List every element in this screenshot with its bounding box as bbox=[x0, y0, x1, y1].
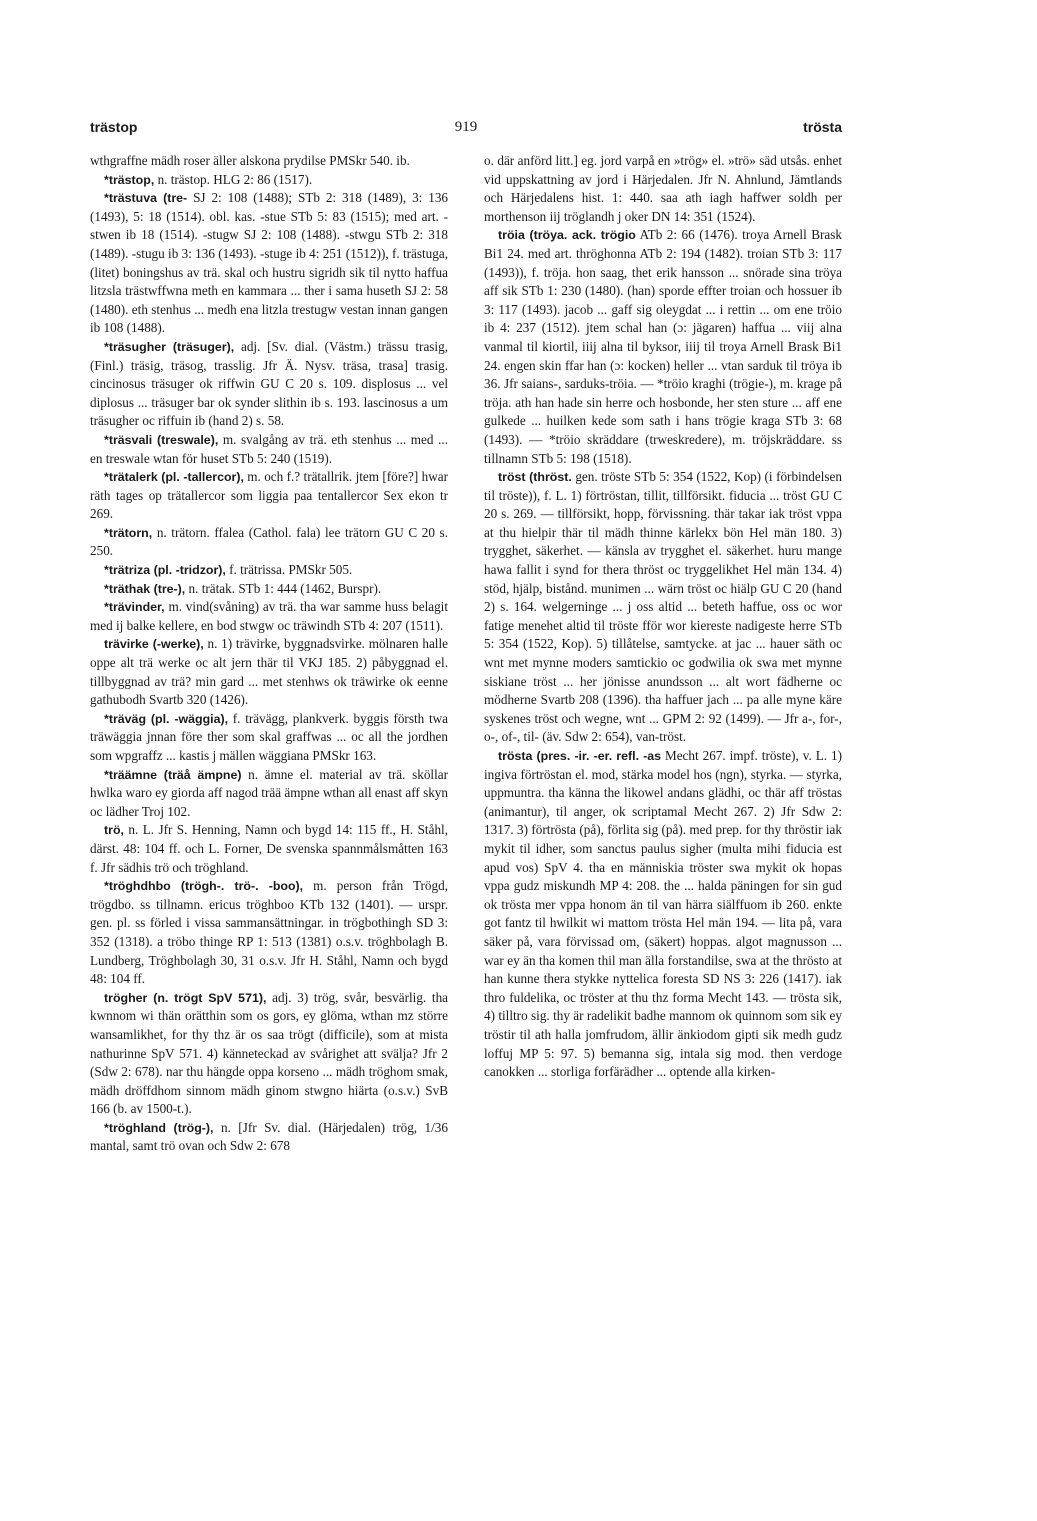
entry bbox=[484, 468, 842, 747]
entry bbox=[484, 226, 842, 468]
right-column bbox=[484, 152, 842, 1082]
entry-headword: *träväg (pl. -wäggia), bbox=[104, 711, 229, 726]
left-column bbox=[90, 152, 448, 1156]
entry-text: wthgraffne mädh roser äller alskona prydilse PMSkr 540. ib. bbox=[90, 153, 410, 168]
entry bbox=[90, 189, 448, 338]
entry-headword: *träthak (tre-), bbox=[104, 581, 186, 596]
entry-text: n. trästop. HLG 2: 86 (1517). bbox=[157, 171, 313, 187]
right-guide-word: trösta bbox=[803, 119, 842, 135]
entry-text: m. person från Trögd, trögdbo. ss tillnamn. ericus tröghboo KTb 132 (1401). — urspr. gen. pl. ss förled i vissa sammansättningar. in trögbothingh SD 3: 352 (1318). a tröbo thinge RP 1: 513 (1381) o.s.v. tröghbolagh B. Lundberg, Tröghbolagh 30, 31 o.s.v. Jfr H. Ståhl, Namn och bygd 48: 104 ff. bbox=[90, 878, 449, 987]
entry-text: n. L. Jfr S. Henning, Namn och bygd 14: 115 ff., H. Ståhl, därst. 48: 104 ff. och L. Forner, De svenska spannmålsmåtten 163 f. Jfr sädhis trö och tröghland. bbox=[90, 822, 449, 875]
entry-headword: trösta (pres. -ir. -er. refl. -as bbox=[498, 749, 662, 763]
entry-text: SJ 2: 108 (1488); STb 2: 318 (1489), 3: 136 (1493), 5: 18 (1514). obl. kas. -stue STb 5: 83 (1515); med art. -stwen ib 18 (1514). -stugw SJ 2: 108 (1488). -stwgu STb 2: 318 (1489). -stugu ib 3: 136 (1493). -stuge ib 4: 251 (1512)), f. trästuga, (litet) boningshus av trä. skal och hustru sigridh sik til nytto haffua litzsla trästwffwna meth en kammara ... ther i sama huseth SJ 2: 58 (1480). eth stenhus ... medh ena litzla trestugw vestan innan gangen ib 108 (1488). bbox=[90, 190, 449, 336]
entry-text: n. trätak. STb 1: 444 (1462, Burspr). bbox=[188, 580, 382, 596]
entry bbox=[90, 710, 448, 766]
entry-text: m. och f.? trätallrik. jtem [före?] hwar räth tages op trätallercor som liggia paa tentallercor Sex ekon tr 269. bbox=[90, 469, 448, 522]
entry-text: f. trävägg, plankverk. byggis försth twa träwäggia jnnan före ther som skal graffwas ... oc all the jordhen som wpgraffz ... kastis j mällen wäggiana PMSkr 163. bbox=[90, 710, 448, 763]
entry-text: Mecht 267. impf. tröste), v. L. 1) ingiva förtröstan el. mod, stärka model hos (ngn), styrka. — styrka, uppmuntra. tha känna the likowel andans glädhi, oc thär aff tröstas (animantur), til anger, ok scriptamal Mecht 267. 2) Jfr Sdw 2: 1317. 3) förtrösta (på), förlita sig (på). med prep. for thy thröstir iak mykit til idher, som sanctus paulus sigher (multa mihi fiducia est apud vos) SpV 4. tha en människia tröster swa mykit ok hopas vppa gudz miskundh MP 4: 208. the ... halda päningen for sin gud ok trösta mer vppa honom än til van härra siälffuom ib 260. enkte got fantz til hwilkit wi mattom trösta Hel män 194. — lita på, vara säker på, vara förvissad om, (säkert) hoppas. algot magnusson ... war ey än tha komen thil man älla forstandilse, swa at the thrösto at han kunne thera stykke nyttelica foresta SD NS 3: 226 (1417). iak thro fuldelika, oc tröster at thu thz forma Mecht 143. — trösta sik, 4) tilltro sig. thy är radelikit badhe mannom ok quinnom som sik ey tröstir til ath halla jomfrudom, ällir änkiodom gipti sik medh gudz loffuj MP 5: 97. 5) bemanna sig, intala sig mod. then verdoge canokken ... storliga forfärädher ... optende alla kirken- bbox=[484, 748, 842, 1080]
entry bbox=[484, 747, 842, 1082]
entry-headword: *trätorn, bbox=[104, 525, 153, 540]
entry-text: gen. tröste STb 5: 354 (1522, Kop) (i förbindelsen til tröste)), f. L. 1) förtröstan, tillit, tillförsikt. fiducia ... tröst GU C 20 s. 269. — tillförsikt, hopp, förvissning. thär takar iak tröst vppa at thu hielpir thär til mädh thinne kärlekx bön Hel män 180. 3) trygghet, säkerhet. — känsla av trygghet el. säkerhet. huru mange hawa fallit i synd for thera thröst oc tryggelikhet Hel män 134. 4) stöd, hjälp, bistånd. munimen ... wärn tröst oc hiälp GU C 20 (hand 2) s. 164. welgerninge ... j oss altid ... beteth haffue, oss oc wor fatige menehet altid til tröste fför wor kiereste nadigeste herre STb 5: 354 (1522, Kop). 5) tillåtelse, samtycke. at jac ... hauer säth oc wnt met mynne moders samtickio oc godwilia ok swa met mynne siskiane tröst ... her jönisse anundsson ... alt wort fädherne oc mödherne Svartb 208 (1396). tha haffuer jach ... pa alle myne käre syskenes tröst och wegne, wnt ... GPM 2: 92 (1499). — Jfr a-, for-, o-, of-, til- (äv. Sdw 2: 654), van-tröst. bbox=[484, 469, 842, 745]
page-number: 919 bbox=[454, 119, 478, 135]
entry-text: n. 1) trävirke, byggnadsvirke. mölnaren halle oppe alt trä werke oc alt jern thär til VKJ 185. 2) påbyggnad el. tillbyggnad av trä? min gard ... met stenhws ok träwirke ok eenne gathubodh Svartb 320 (1426). bbox=[90, 636, 448, 708]
entry-text: o. där anförd litt.] eg. jord varpå en »trög» el. »trö» säd utsås. enhet vid uppskattning av jord i Härjedalen. Jfr N. Ahnlund, Jämtlands och Härjedalens hist. 1: 440. saa ath iagh haffwer soldh per morthenson iij tröglandh j oker DN 14: 351 (1524). bbox=[484, 153, 842, 224]
entry bbox=[90, 635, 448, 709]
entry-headword: trävirke (-werke), bbox=[104, 637, 204, 652]
running-header bbox=[90, 119, 842, 139]
entry bbox=[90, 989, 448, 1119]
entry bbox=[90, 821, 448, 877]
entry-headword: *trävinder, bbox=[104, 600, 165, 615]
entry-text: m. svalgång av trä. eth stenhus ... med ... en treswale wtan för huset STb 5: 240 (1519). bbox=[90, 431, 448, 466]
entry-text: adj. [Sv. dial. (Västm.) trässu trasig, (Finl.) träsig, träsog, trasslig. Jfr Ä. Nysv. träsa, trasa] trasig. cincinosus träsuger ok riffwin GU C 20 s. 109. displosus ... vel diplosus ... träsuger bar ok synder slithin ib s. 193. lascinosus a um träsugher oc riffuin ib (hand 2) s. 58. bbox=[90, 338, 448, 429]
entry bbox=[90, 766, 448, 822]
entry bbox=[90, 171, 448, 190]
entry bbox=[484, 152, 842, 226]
entry-text: ATb 2: 66 (1476). troya Arnell Brask Bi1 24. med art. thröghonna ATb 2: 194 (1482). troian STb 3: 117 (1493)), f. tröja. hon saag, thet erik hansson ... snörade sina tröya aff sik STb 1: 230 (1480). (han) sporde effter troian och hossuer ib 3: 117 (1493). jacob ... gaff sig oleygdat ... i rettin ... om ene tröio ib 4: 237 (1512). jtem schal han (ɔ: jägaren) haffua ... viij alna vanmal til kiortil, iiij alna til byksor, iiij til troya Arnell Brask Bi1 24. engen skin ffar han (ɔ: kocken) heller ... vtan sarduk til tröya ib 36. Jfr saians-, sarduks-tröia. — *tröio kraghi (trögie-), m. krage på tröja. ath han hade sin herre och hosbonde, her sten sture ... aff ene gulkede ... huilken kede som sath i hans trögie kraga STb 3: 68 (1493). — *tröio skräddare (trweskredere), m. tröjskräddare. ss tillnamn STb 5: 198 (1518). bbox=[484, 227, 842, 466]
entry bbox=[90, 524, 448, 561]
entry-headword: *träsugher (träsuger), bbox=[104, 339, 235, 354]
entry bbox=[90, 152, 448, 171]
entry bbox=[90, 580, 448, 599]
entry-headword: *träämne (träå ämpne) bbox=[104, 767, 242, 782]
entry bbox=[90, 598, 448, 635]
entry-text: n. ämne el. material av trä. sköllar hwlka waro ey giorda aff nagod trää ämpne wthan all enast aff skyn oc lädher Troj 102. bbox=[90, 766, 448, 819]
entry-headword: tröst (thröst. bbox=[498, 470, 572, 485]
entry-text: f. trätrissa. PMSkr 505. bbox=[229, 562, 353, 578]
entry-headword: *träsvali (treswale), bbox=[104, 432, 219, 447]
entry-text: n. trätorn. ffalea (Cathol. fala) lee trätorn GU C 20 s. 250. bbox=[90, 524, 448, 559]
entry bbox=[90, 1119, 448, 1156]
entry-headword: trögher (n. trögt SpV 571), bbox=[104, 990, 267, 1005]
left-guide-word: trästop bbox=[90, 119, 138, 135]
entry-headword: trö, bbox=[104, 823, 124, 838]
entry bbox=[90, 338, 448, 431]
entry-headword: tröia (tröya. ack. trögio bbox=[498, 228, 636, 243]
entry-headword: *trästuva (tre- bbox=[104, 191, 188, 206]
entry bbox=[90, 561, 448, 580]
entry-headword: *trästop, bbox=[104, 172, 155, 187]
entry-headword: *tröghland (trög-), bbox=[104, 1120, 214, 1135]
entry-text: adj. 3) trög, svår, besvärlig. tha kwnnom wi thän orätthin som os gors, ey glöma, wthan mz större wansamlikhet, for thy thz är os saa trögt (difficile), som at mista nathurinne SpV 571. 4) känneteckad av svårighet att svälja? Jfr 2 (Sdw 2: 678). nar thu hängde oppa korseno ... mädh tröghom smak, mädh dröffdhom sinnom mädh ginom stwgno hiärta (o.s.v.) SvB 166 (b. av 1500-t.). bbox=[90, 989, 449, 1117]
entry-text: n. [Jfr Sv. dial. (Härjedalen) trög, 1/36 mantal, samt trö ovan och Sdw 2: 678 bbox=[90, 1119, 448, 1154]
entry-text: m. vind(svåning) av trä. tha war samme huss belagit med ij balke kellere, en bod stwgw oc träwindh STb 4: 207 (1511). bbox=[90, 599, 449, 633]
entry-headword: *trätriza (pl. -tridzor), bbox=[104, 563, 226, 578]
entry-headword: *trätalerk (pl. -tallercor), bbox=[104, 470, 244, 485]
entry-headword: *tröghdhbo (trögh-. trö-. -boo), bbox=[104, 879, 304, 894]
entry bbox=[90, 431, 448, 468]
entry bbox=[90, 468, 448, 524]
entry bbox=[90, 877, 448, 989]
